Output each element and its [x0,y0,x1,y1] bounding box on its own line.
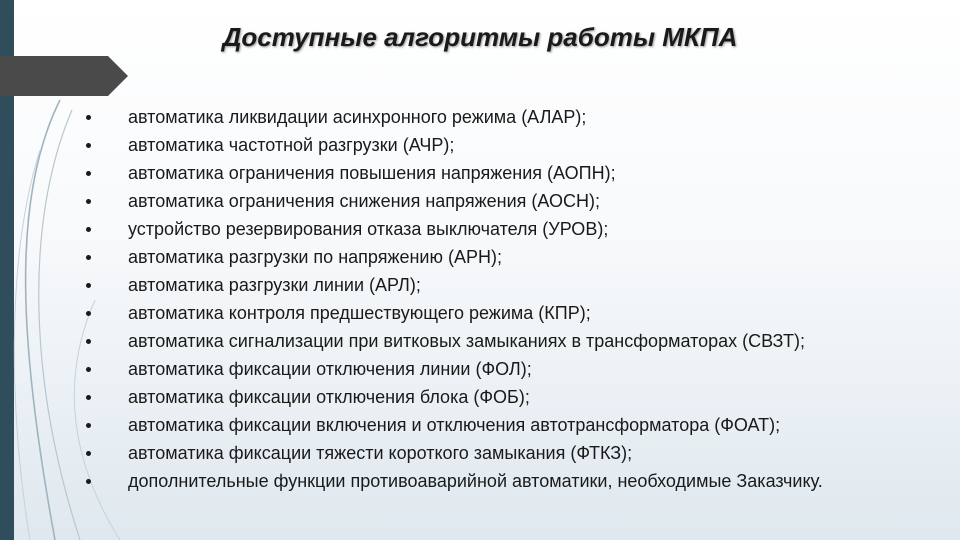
bullet-icon [86,283,91,288]
slide-title: Доступные алгоритмы работы МКПА [222,22,738,52]
list-item [86,439,823,467]
bullet-icon [86,143,91,148]
list-item [86,215,823,243]
list-item [86,327,823,355]
list-item-text: автоматика контроля предшествующего режима (КПР); [128,303,591,323]
list-item-text: автоматика фиксации тяжести короткого замыкания (ФТКЗ); [128,443,633,463]
list-item-text: автоматика ликвидации асинхронного режима (АЛАР); [128,107,587,127]
list-item-text: автоматика разгрузки по напряжению (АРН); [128,247,502,267]
list-item [86,159,823,187]
list-item-text: автоматика сигнализации при витковых замыканиях в трансформаторах (СВЗТ); [128,331,806,351]
list-item-text: устройство резервирования отказа выключателя (УРОВ); [128,219,609,239]
list-item-text: дополнительные функции противоаварийной автоматики, необходимые Заказчику. [128,471,823,491]
list-item-text: автоматика фиксации отключения линии (ФОЛ); [128,359,532,379]
list-item-text: автоматика фиксации отключения блока (ФОБ); [128,387,530,407]
bullet-icon [86,395,91,400]
list-item [86,131,823,159]
bullet-icon [86,255,91,260]
bullet-icon [86,171,91,176]
list-item [86,383,823,411]
list-item [86,187,823,215]
list-item-text: автоматика частотной разгрузки (АЧР); [128,135,455,155]
bullet-icon [86,115,91,120]
title-arrow-shape [0,56,128,96]
list-item [86,271,823,299]
bullet-icon [86,479,91,484]
bullet-icon [86,311,91,316]
bullet-icon [86,423,91,428]
bullet-icon [86,367,91,372]
bullet-icon [86,227,91,232]
list-item [86,103,823,131]
list-item-text: автоматика разгрузки линии (АРЛ); [128,275,421,295]
list-item-text: автоматика ограничения повышения напряжения (АОПН); [128,163,616,183]
algorithm-list [86,103,823,495]
list-item [86,411,823,439]
list-item [86,467,823,495]
list-item [86,355,823,383]
list-item [86,299,823,327]
bullet-icon [86,339,91,344]
list-item-text: автоматика фиксации включения и отключения автотрансформатора (ФОАТ); [128,415,781,435]
list-item [86,243,823,271]
bullet-icon [86,199,91,204]
bullet-icon [86,451,91,456]
list-item-text: автоматика ограничения снижения напряжения (АОСН); [128,191,600,211]
